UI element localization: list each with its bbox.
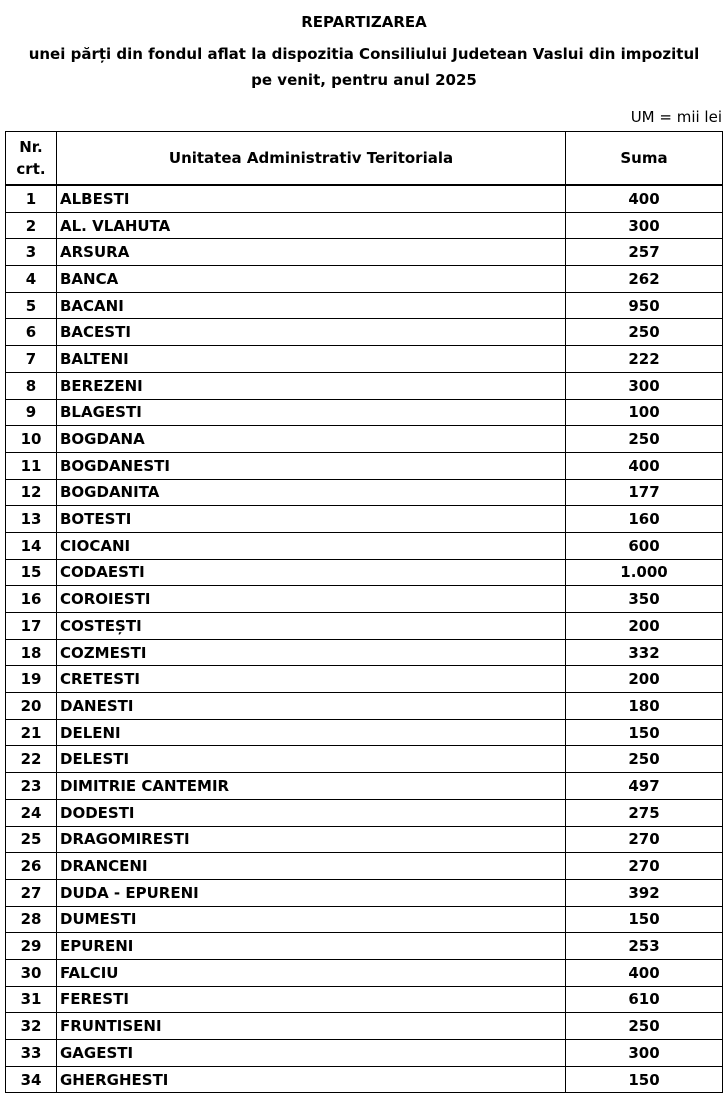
- row-sum: 497: [566, 773, 723, 800]
- row-unit-name: BACESTI: [57, 319, 566, 346]
- row-number: 16: [6, 586, 57, 613]
- row-number: 33: [6, 1040, 57, 1067]
- row-number: 19: [6, 666, 57, 693]
- column-header-sum: Suma: [566, 132, 723, 186]
- row-unit-name: BACANI: [57, 292, 566, 319]
- table-row: [6, 292, 723, 319]
- row-unit-name: BEREZENI: [57, 372, 566, 399]
- row-number: 12: [6, 479, 57, 506]
- subtitle-line-1: unei părți din fondul aflat la dispozitia Consiliului Judetean Vaslui din impozitul: [28, 45, 700, 63]
- row-number: 28: [6, 906, 57, 933]
- row-number: 7: [6, 346, 57, 373]
- row-unit-name: DUDA - EPURENI: [57, 879, 566, 906]
- row-sum: 250: [566, 426, 723, 453]
- subtitle-line-2: pe venit, pentru anul 2025: [251, 71, 477, 89]
- row-sum: 600: [566, 532, 723, 559]
- row-unit-name: CODAESTI: [57, 559, 566, 586]
- row-unit-name: COROIESTI: [57, 586, 566, 613]
- table-row: [6, 933, 723, 960]
- column-header-unit: Unitatea Administrativ Teritoriala: [57, 132, 566, 186]
- row-number: 9: [6, 399, 57, 426]
- table-row: [6, 426, 723, 453]
- row-number: 22: [6, 746, 57, 773]
- row-number: 31: [6, 986, 57, 1013]
- row-number: 27: [6, 879, 57, 906]
- row-unit-name: DRAGOMIRESTI: [57, 826, 566, 853]
- row-number: 24: [6, 799, 57, 826]
- row-number: 1: [6, 185, 57, 212]
- row-unit-name: DUMESTI: [57, 906, 566, 933]
- row-sum: 253: [566, 933, 723, 960]
- row-number: 25: [6, 826, 57, 853]
- row-unit-name: BOGDANA: [57, 426, 566, 453]
- row-number: 15: [6, 559, 57, 586]
- row-unit-name: COZMESTI: [57, 639, 566, 666]
- row-sum: 400: [566, 452, 723, 479]
- table-row: [6, 346, 723, 373]
- row-sum: 400: [566, 959, 723, 986]
- row-unit-name: FALCIU: [57, 959, 566, 986]
- row-sum: 180: [566, 693, 723, 720]
- table-row: [6, 746, 723, 773]
- table-row: [6, 1040, 723, 1067]
- table-row: [6, 586, 723, 613]
- row-number: 6: [6, 319, 57, 346]
- row-sum: 610: [566, 986, 723, 1013]
- table-row: [6, 479, 723, 506]
- row-unit-name: ARSURA: [57, 239, 566, 266]
- row-sum: 160: [566, 506, 723, 533]
- table-row: [6, 853, 723, 880]
- table-row: [6, 239, 723, 266]
- row-sum: 400: [566, 185, 723, 212]
- row-sum: 257: [566, 239, 723, 266]
- row-sum: 250: [566, 319, 723, 346]
- table-row: [6, 666, 723, 693]
- row-sum: 300: [566, 212, 723, 239]
- row-unit-name: DODESTI: [57, 799, 566, 826]
- table-row: [6, 613, 723, 640]
- table-header-row: [6, 132, 723, 186]
- table-body: [6, 185, 723, 1093]
- table-row: [6, 506, 723, 533]
- table-row: [6, 532, 723, 559]
- row-number: 11: [6, 452, 57, 479]
- row-number: 34: [6, 1066, 57, 1093]
- row-sum: 270: [566, 853, 723, 880]
- row-sum: 332: [566, 639, 723, 666]
- row-sum: 300: [566, 372, 723, 399]
- table-row: [6, 212, 723, 239]
- allocation-table: [5, 131, 723, 1093]
- page-title: REPARTIZAREA: [301, 13, 427, 31]
- row-number: 29: [6, 933, 57, 960]
- table-row: [6, 185, 723, 212]
- table-row: [6, 1066, 723, 1093]
- table-row: [6, 639, 723, 666]
- row-number: 26: [6, 853, 57, 880]
- row-sum: 300: [566, 1040, 723, 1067]
- row-unit-name: GHERGHESTI: [57, 1066, 566, 1093]
- row-sum: 200: [566, 666, 723, 693]
- row-number: 3: [6, 239, 57, 266]
- row-sum: 200: [566, 613, 723, 640]
- row-unit-name: BOGDANITA: [57, 479, 566, 506]
- row-unit-name: BANCA: [57, 266, 566, 293]
- row-sum: 1.000: [566, 559, 723, 586]
- row-unit-name: FERESTI: [57, 986, 566, 1013]
- row-number: 5: [6, 292, 57, 319]
- row-number: 4: [6, 266, 57, 293]
- unit-label: UM = mii lei: [630, 108, 722, 126]
- row-unit-name: BOTESTI: [57, 506, 566, 533]
- table-row: [6, 559, 723, 586]
- row-unit-name: BALTENI: [57, 346, 566, 373]
- row-unit-name: EPURENI: [57, 933, 566, 960]
- row-unit-name: DRANCENI: [57, 853, 566, 880]
- table-row: [6, 826, 723, 853]
- table-row: [6, 319, 723, 346]
- table-row: [6, 986, 723, 1013]
- row-unit-name: BLAGESTI: [57, 399, 566, 426]
- row-unit-name: CIOCANI: [57, 532, 566, 559]
- row-sum: 250: [566, 1013, 723, 1040]
- row-number: 8: [6, 372, 57, 399]
- row-unit-name: DELENI: [57, 719, 566, 746]
- row-number: 13: [6, 506, 57, 533]
- table-row: [6, 372, 723, 399]
- row-number: 2: [6, 212, 57, 239]
- row-sum: 222: [566, 346, 723, 373]
- row-sum: 100: [566, 399, 723, 426]
- table-row: [6, 773, 723, 800]
- row-sum: 150: [566, 719, 723, 746]
- row-number: 23: [6, 773, 57, 800]
- row-sum: 275: [566, 799, 723, 826]
- row-sum: 177: [566, 479, 723, 506]
- row-sum: 150: [566, 1066, 723, 1093]
- row-number: 21: [6, 719, 57, 746]
- row-number: 32: [6, 1013, 57, 1040]
- row-sum: 350: [566, 586, 723, 613]
- row-unit-name: BOGDANESTI: [57, 452, 566, 479]
- table-row: [6, 959, 723, 986]
- row-unit-name: ALBESTI: [57, 185, 566, 212]
- row-unit-name: DIMITRIE CANTEMIR: [57, 773, 566, 800]
- row-number: 10: [6, 426, 57, 453]
- table-row: [6, 399, 723, 426]
- row-number: 14: [6, 532, 57, 559]
- table-row: [6, 452, 723, 479]
- row-sum: 950: [566, 292, 723, 319]
- column-header-nr: Nr. crt.: [6, 132, 57, 186]
- row-unit-name: DANESTI: [57, 693, 566, 720]
- row-sum: 250: [566, 746, 723, 773]
- table-row: [6, 1013, 723, 1040]
- row-number: 17: [6, 613, 57, 640]
- row-unit-name: AL. VLAHUTA: [57, 212, 566, 239]
- row-number: 20: [6, 693, 57, 720]
- row-unit-name: GAGESTI: [57, 1040, 566, 1067]
- row-sum: 262: [566, 266, 723, 293]
- row-sum: 270: [566, 826, 723, 853]
- row-number: 30: [6, 959, 57, 986]
- row-unit-name: COSTEȘTI: [57, 613, 566, 640]
- row-sum: 150: [566, 906, 723, 933]
- table-row: [6, 693, 723, 720]
- row-unit-name: DELESTI: [57, 746, 566, 773]
- table-row: [6, 799, 723, 826]
- row-number: 18: [6, 639, 57, 666]
- table-row: [6, 719, 723, 746]
- table-row: [6, 879, 723, 906]
- table-row: [6, 266, 723, 293]
- row-unit-name: FRUNTISENI: [57, 1013, 566, 1040]
- table-row: [6, 906, 723, 933]
- row-unit-name: CRETESTI: [57, 666, 566, 693]
- row-sum: 392: [566, 879, 723, 906]
